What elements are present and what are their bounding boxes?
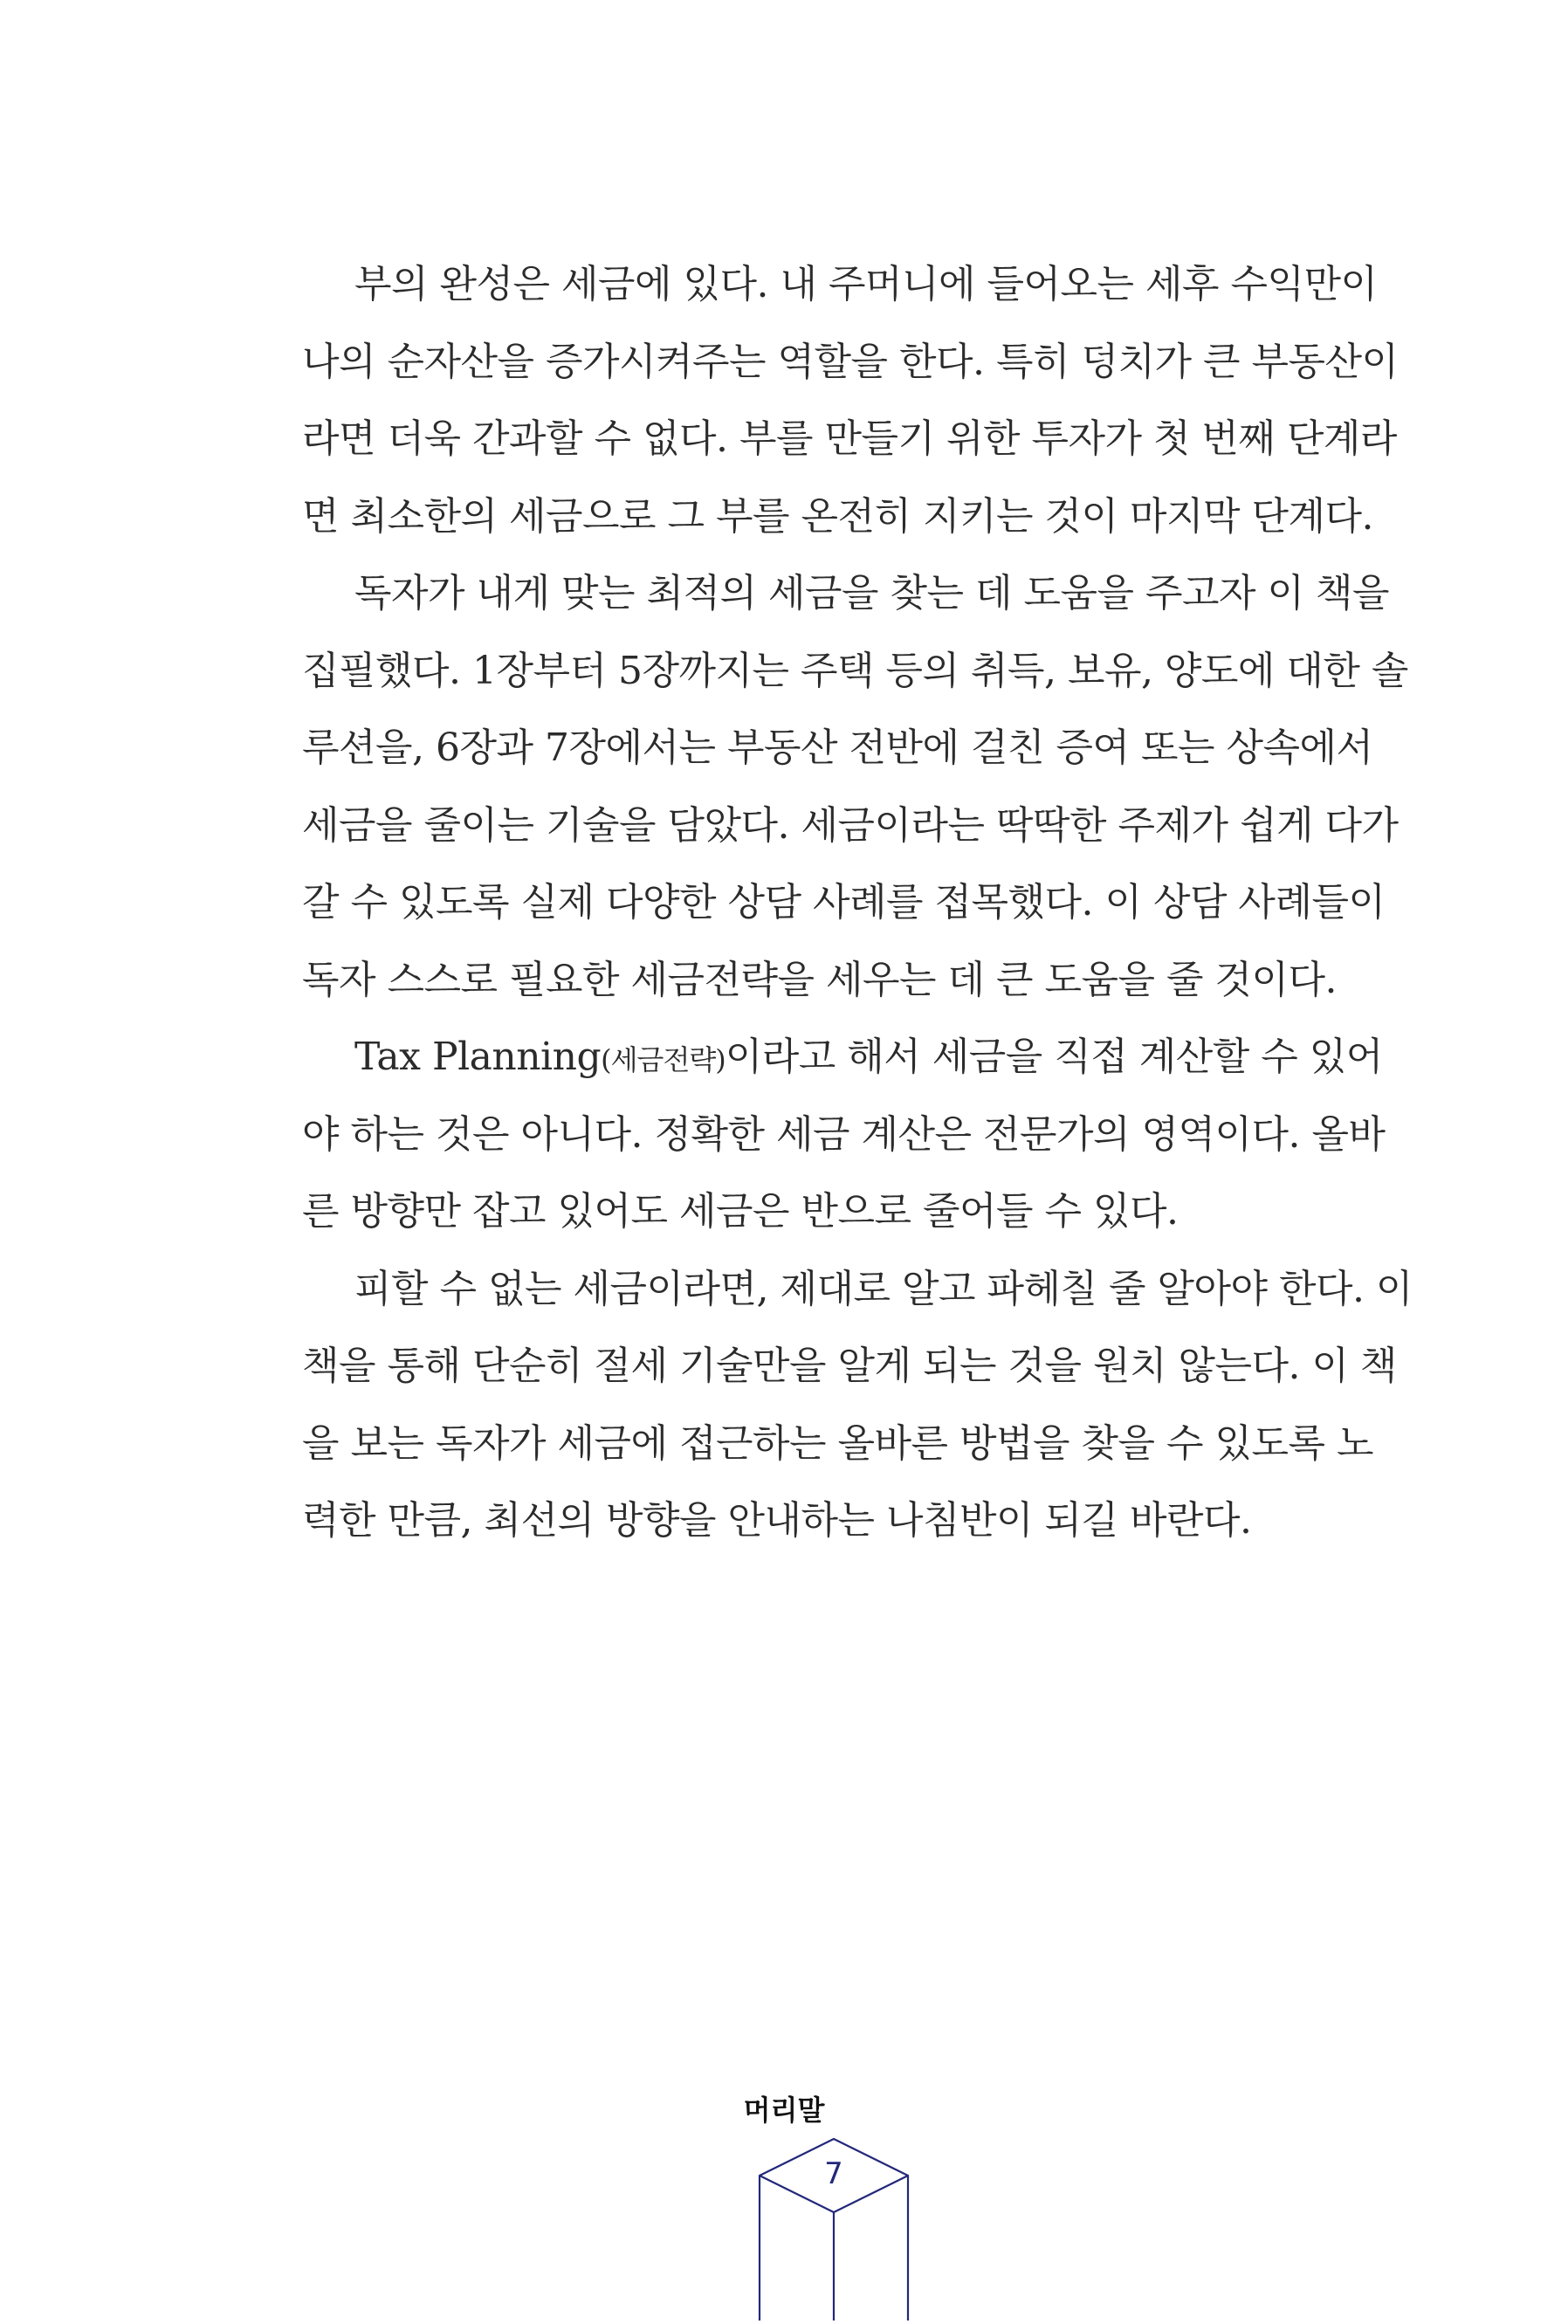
- body-line: 독자 스스로 필요한 세금전략을 세우는 데 큰 도움을 줄 것이다.: [302, 957, 1337, 1002]
- body-line: 독자가 내게 맞는 최적의 세금을 찾는 데 도움을 주고자 이 책을: [354, 571, 1389, 615]
- body-line: 을 보는 독자가 세금에 접근하는 올바른 방법을 찾을 수 있도록 노: [302, 1420, 1373, 1466]
- page-number: 7: [824, 2156, 843, 2191]
- body-line: 갈 수 있도록 실제 다양한 상담 사례를 접목했다. 이 상담 사례들이: [302, 880, 1386, 925]
- body-line: 책을 통해 단순히 절세 기술만을 알게 되는 것을 원치 않는다. 이 책: [302, 1344, 1397, 1388]
- body-line: [302, 1019, 1383, 1097]
- body-line: 루션을, 6장과 7장에서는 부동산 전반에 걸친 증여 또는 상속에서: [302, 725, 1373, 770]
- body-line: 야 하는 것은 아니다. 정확한 세금 계산은 전문가의 영역이다. 올바: [302, 1111, 1386, 1157]
- body-text: [302, 246, 1413, 1560]
- body-line-segment: 이라고 해서 세금을 직접 계산할 수 있어: [725, 1035, 1383, 1079]
- body-line: 른 방향만 잡고 있어도 세금은 반으로 줄어들 수 있다.: [302, 1189, 1179, 1234]
- body-line: 면 최소한의 세금으로 그 부를 온전히 지키는 것이 마지막 단계다.: [302, 493, 1373, 539]
- section-title: 머리말: [743, 2094, 825, 2127]
- body-line: 력한 만큼, 최선의 방향을 안내하는 나침반이 되길 바란다.: [302, 1498, 1252, 1543]
- body-line: 피할 수 없는 세금이라면, 제대로 알고 파헤칠 줄 알아야 한다. 이: [354, 1266, 1413, 1311]
- body-line: 라면 더욱 간과할 수 없다. 부를 만들기 위한 투자가 첫 번째 단계라: [302, 416, 1397, 461]
- body-line: 나의 순자산을 증가시켜주는 역할을 한다. 특히 덩치가 큰 부동산이: [302, 339, 1399, 384]
- body-line: 집필했다. 1장부터 5장까지는 주택 등의 취득, 보유, 양도에 대한 솔: [302, 648, 1408, 693]
- body-line-small-text: (세금전략): [601, 1043, 726, 1076]
- body-line-segment: Tax Planning: [354, 1035, 602, 1079]
- page-number-badge: [758, 2137, 910, 2321]
- body-line: 세금을 줄이는 기술을 담았다. 세금이라는 딱딱한 주제가 쉽게 다가: [302, 802, 1399, 848]
- body-line: 부의 완성은 세금에 있다. 내 주머니에 들어오는 세후 수익만이: [354, 262, 1378, 306]
